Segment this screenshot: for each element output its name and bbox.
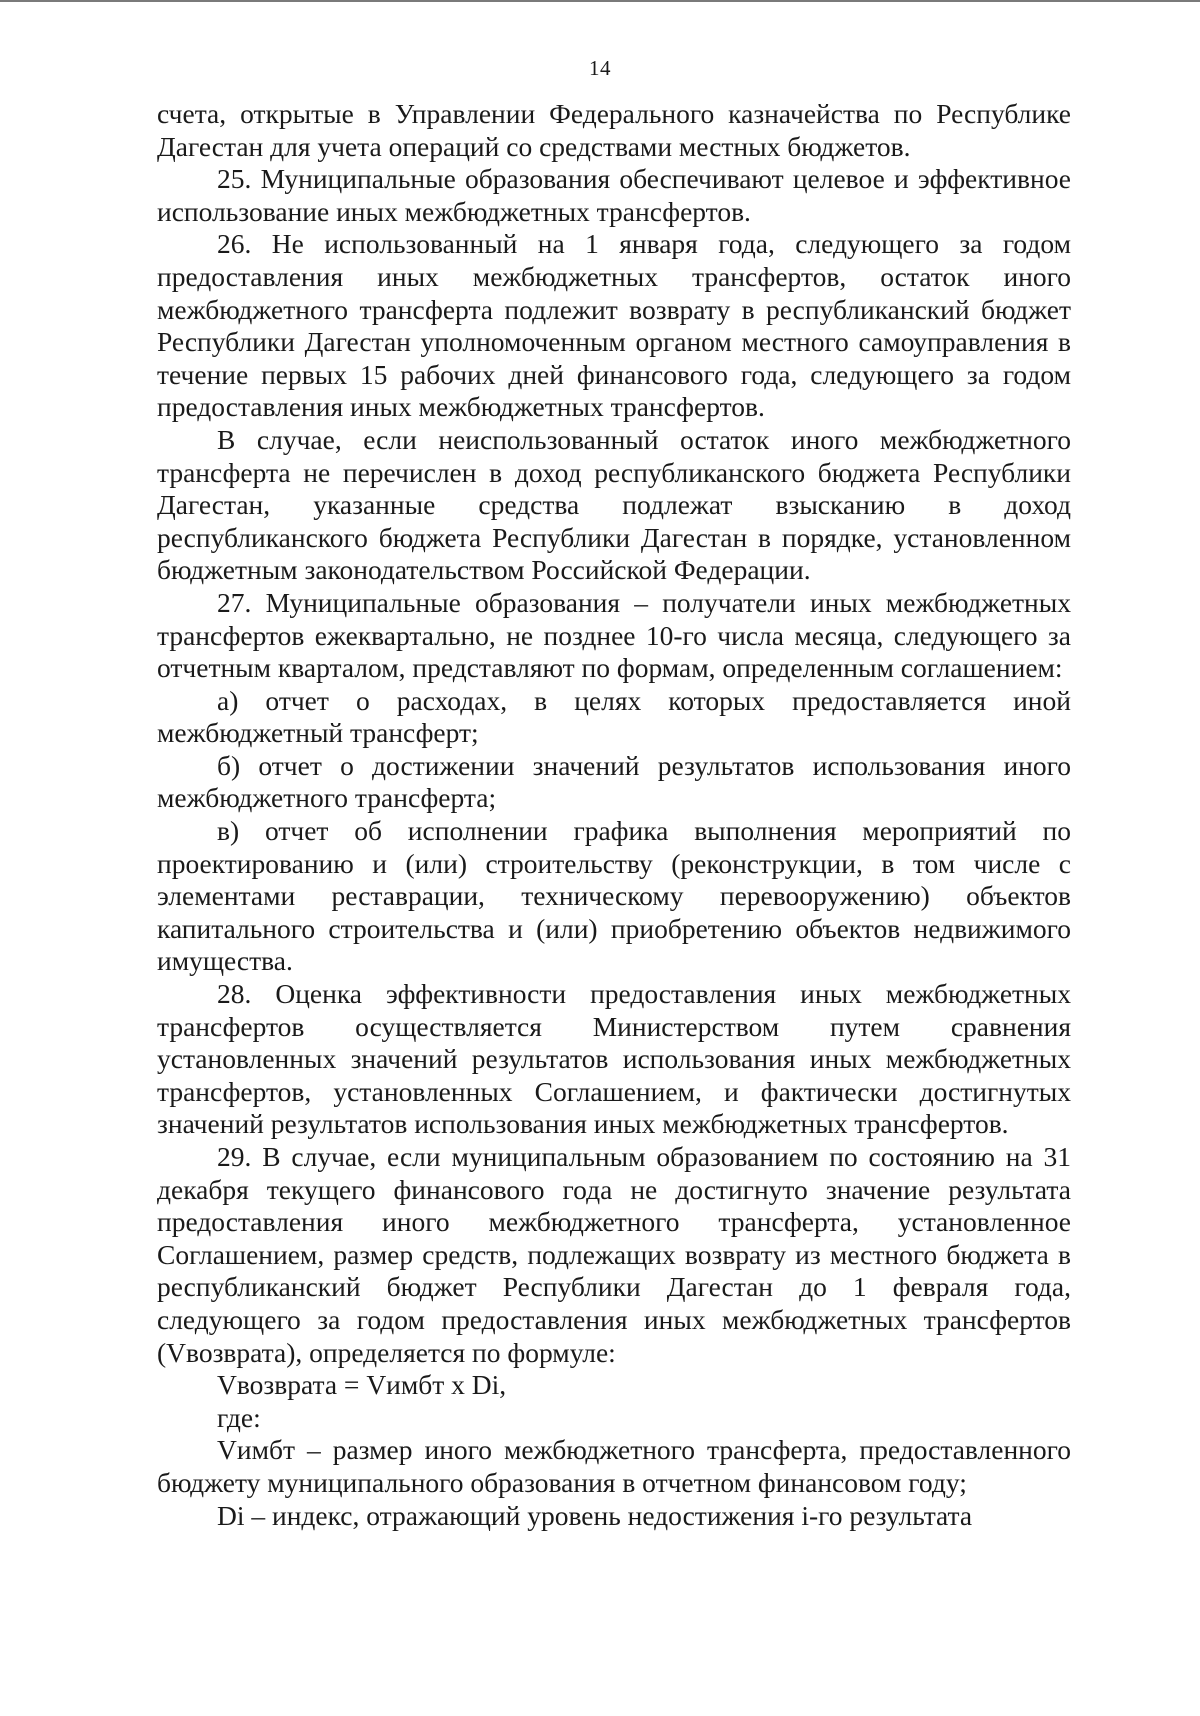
- list-item-a: а) отчет о расходах, в целях которых предоставляется иной межбюджетный трансферт;: [157, 684, 1071, 749]
- paragraph-26-case: В случае, если неиспользованный остаток иного межбюджетного трансферта не перечислен в доход республиканского бюджета Республики Дагестан, указанные средства подлежат взысканию в доход республиканского бюджета Республики Дагестан в порядке, установленном бюджетным законодательством Российской Федерации.: [157, 423, 1071, 586]
- paragraph-continuation: счета, открытые в Управлении Федерального казначейства по Республике Дагестан для учета операций со средствами местных бюджетов.: [157, 98, 1071, 162]
- formula-where: где:: [217, 1401, 261, 1433]
- paragraph-29: 29. В случае, если муниципальным образованием по состоянию на 31 декабря текущего финансового года не достигнуто значение результата предоставления иного межбюджетного трансферта, установленное Соглашением, размер средств, подлежащих возврату из местного бюджета в республиканский бюджет Республики Дагестан до 1 февраля года, следующего за годом предоставления иных межбюджетных трансфертов (Vвозврата), определяется по формуле:: [157, 1141, 1071, 1368]
- paragraph-26: 26. Не использованный на 1 января года, следующего за годом предоставления иных межбюджетных трансфертов, остаток иного межбюджетного трансферта подлежит возврату в республиканский бюджет Республики Дагестан уполномоченным органом местного самоуправления в течение первых 15 рабочих дней финансового года, следующего за годом предоставления иных межбюджетных трансфертов.: [157, 228, 1071, 423]
- list-item-v: в) отчет об исполнении графика выполнения мероприятий по проектированию и (или) строительству (реконструкции, в том числе с элементами реставрации, техническому перевооружению) объектов капитального строительства и (или) приобретению объектов недвижимого имущества.: [157, 815, 1071, 977]
- document-body: [157, 98, 1071, 1532]
- definition-di: Di – индекс, отражающий уровень недостижения i-го результата: [217, 1499, 973, 1531]
- list-item-b: б) отчет о достижении значений результатов использования иного межбюджетного трансферта;: [157, 749, 1071, 814]
- paragraph-28: 28. Оценка эффективности предоставления иных межбюджетных трансфертов осуществляется Министерством путем сравнения установленных значений результатов использования иных межбюджетных трансфертов, установленных Соглашением, и фактически достигнутых значений результатов использования иных межбюджетных трансфертов.: [157, 978, 1071, 1140]
- definition-vimbt: Vимбт – размер иного межбюджетного трансферта, предоставленного бюджету муниципального образования в отчетном финансовом году;: [157, 1434, 1071, 1498]
- paragraph-27: 27. Муниципальные образования – получатели иных межбюджетных трансфертов ежеквартально, не позднее 10-го числа месяца, следующего за отчетным кварталом, представляют по формам, определенным соглашением:: [157, 586, 1071, 684]
- formula: Vвозврата = Vимбт x Di,: [217, 1369, 507, 1401]
- paragraph-25: 25. Муниципальные образования обеспечивают целевое и эффективное использование иных межбюджетных трансфертов.: [157, 163, 1071, 227]
- scan-top-edge: [0, 0, 1200, 2]
- page-number: 14: [589, 56, 611, 80]
